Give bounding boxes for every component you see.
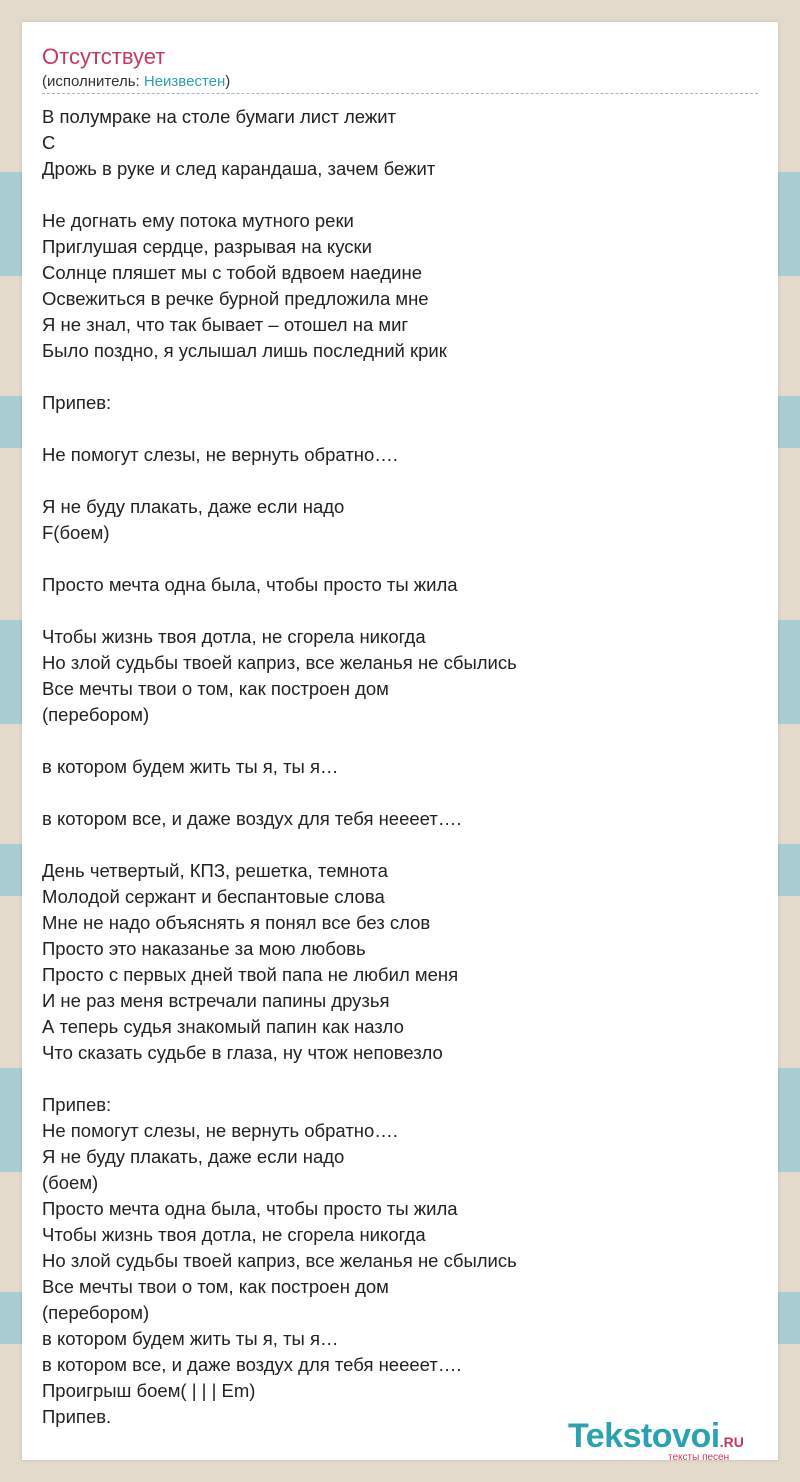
logo-name: Tekstovoi: [568, 1417, 720, 1455]
song-title: Отсутствует: [42, 44, 166, 69]
artist-link[interactable]: Неизвестен: [143, 73, 226, 90]
artist-suffix: ): [225, 73, 231, 90]
artist-prefix: (исполнитель:: [42, 73, 144, 90]
logo-tld: .RU: [719, 1434, 744, 1450]
artist-line: [42, 72, 230, 92]
title-divider: [42, 93, 758, 94]
lyrics-text: В полумраке на столе бумаги лист лежит C Дрожь в руке и след карандаша, зачем бежит Не догнать ему потока мутного реки Приглушая сердце, разрывая на куски Солнце пляшет мы с тобой вдвоем наедине Освежиться в речке бурной предложила мне Я не знал, что так бывает – отошел на миг Было поздно, я услышал лишь последний крик Припев: Не помогут слезы, не вернуть обратно…. Я не буду плакать, даже если надо F(боем) Просто мечта одна была, чтобы просто ты жила Чтобы жизнь твоя дотла, не сгорела никогда Но злой судьбы твоей каприз, все желанья не сбылись Все мечты твои о том, как построен дом (перебором) в котором будем жить ты я, ты я… в котором все, и даже воздух для тебя неееет…. День четвертый, КПЗ, решетка, темнота Молодой сержант и беспантовые слова Мне не надо объяснять я понял все без слов Просто это наказанье за мою любовь Просто с первых дней твой папа не любил меня И не раз меня встречали папины друзья А теперь судья знакомый папин как назло Что сказать судьбе в глаза, ну чтож неповезло Припев: Не помогут слезы, не вернуть обратно…. Я не буду плакать, даже если надо (боем) Просто мечта одна была, чтобы просто ты жила Чтобы жизнь твоя дотла, не сгорела никогда Но злой судьбы твоей каприз, все желанья не сбылись Все мечты твои о том, как построен дом (перебором) в котором будем жить ты я, ты я… в котором все, и даже воздух для тебя неееет…. Проигрыш боем( | | | Em) Припев.: [42, 106, 517, 1427]
site-logo[interactable]: [568, 1416, 778, 1462]
logo-tagline: тексты песен: [668, 1452, 730, 1463]
